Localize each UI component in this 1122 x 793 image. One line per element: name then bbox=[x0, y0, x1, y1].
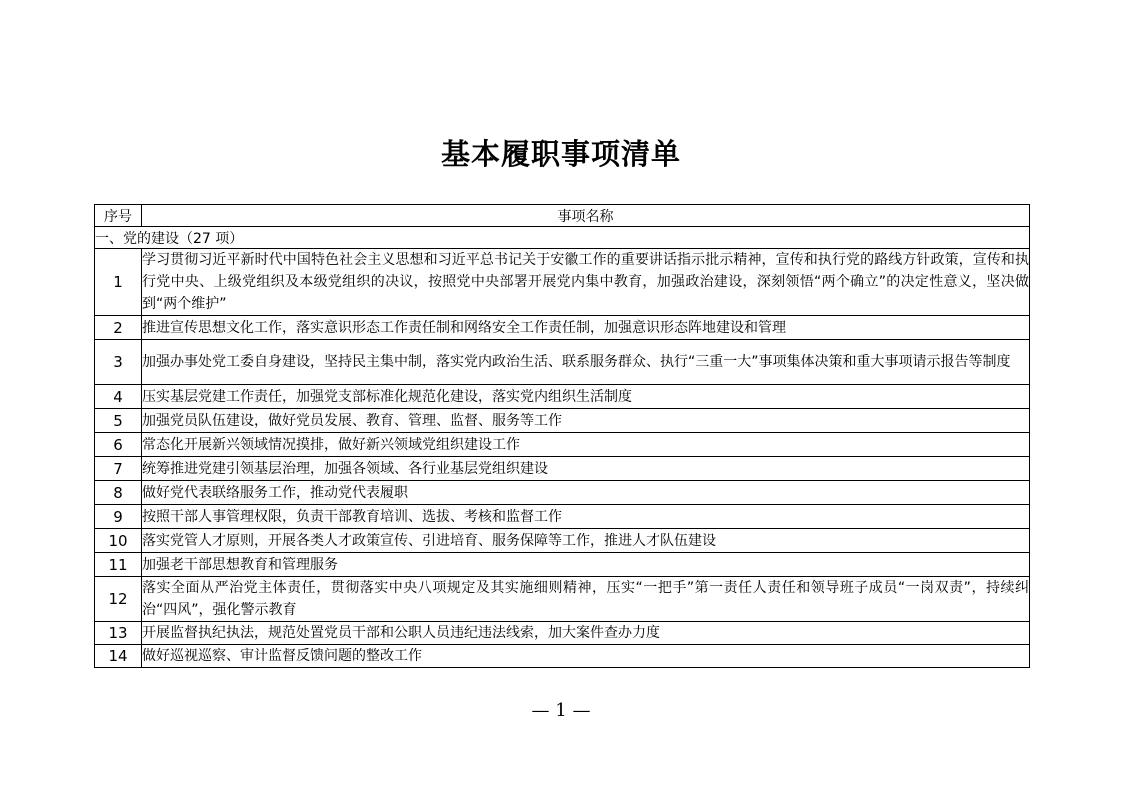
item-number: 9 bbox=[95, 505, 142, 529]
item-number: 8 bbox=[95, 481, 142, 505]
item-number: 5 bbox=[95, 409, 142, 433]
item-name: 统筹推进党建引领基层治理，加强各领域、各行业基层党组织建设 bbox=[142, 457, 1030, 481]
section-row bbox=[95, 227, 1030, 249]
item-number: 3 bbox=[95, 340, 142, 385]
table-row bbox=[95, 505, 1030, 529]
table-row bbox=[95, 577, 1030, 622]
item-name: 落实党管人才原则，开展各类人才政策宣传、引进培育、服务保障等工作，推进人才队伍建设 bbox=[142, 529, 1030, 553]
table-row bbox=[95, 340, 1030, 385]
table-row bbox=[95, 433, 1030, 457]
page-number: — 1 — bbox=[531, 700, 591, 721]
duty-items-table bbox=[94, 204, 1030, 668]
item-name: 常态化开展新兴领域情况摸排，做好新兴领域党组织建设工作 bbox=[142, 433, 1030, 457]
item-number: 1 bbox=[95, 249, 142, 316]
item-number: 6 bbox=[95, 433, 142, 457]
item-number: 7 bbox=[95, 457, 142, 481]
item-name: 学习贯彻习近平新时代中国特色社会主义思想和习近平总书记关于安徽工作的重要讲话指示批示精神，宣传和执行党的路线方针政策，宣传和执行党中央、上级党组织及本级党组织的决议，按照党中央部署开展党内集中教育，加强政治建设，深刻领悟“两个确立”的决定性意义，坚决做到“两个维护” bbox=[142, 249, 1030, 316]
item-name: 落实全面从严治党主体责任，贯彻落实中央八项规定及其实施细则精神，压实“一把手”第一责任人责任和领导班子成员“一岗双责”，持续纠治“四风”，强化警示教育 bbox=[142, 577, 1030, 622]
table-row bbox=[95, 529, 1030, 553]
item-number: 2 bbox=[95, 316, 142, 340]
item-number: 12 bbox=[95, 577, 142, 622]
item-name: 加强办事处党工委自身建设，坚持民主集中制，落实党内政治生活、联系服务群众、执行“三重一大”事项集体决策和重大事项请示报告等制度 bbox=[142, 340, 1030, 385]
item-name: 做好巡视巡察、审计监督反馈问题的整改工作 bbox=[142, 645, 1030, 668]
item-number: 10 bbox=[95, 529, 142, 553]
item-name: 做好党代表联络服务工作，推动党代表履职 bbox=[142, 481, 1030, 505]
table-row bbox=[95, 457, 1030, 481]
header-name: 事项名称 bbox=[142, 205, 1030, 227]
section-title: 一、党的建设（27 项） bbox=[95, 227, 1030, 249]
item-number: 14 bbox=[95, 645, 142, 668]
item-number: 11 bbox=[95, 553, 142, 577]
item-number: 4 bbox=[95, 385, 142, 409]
item-name: 加强老干部思想教育和管理服务 bbox=[142, 553, 1030, 577]
table-row bbox=[95, 385, 1030, 409]
table-row bbox=[95, 409, 1030, 433]
table-row bbox=[95, 645, 1030, 668]
item-name: 加强党员队伍建设，做好党员发展、教育、管理、监督、服务等工作 bbox=[142, 409, 1030, 433]
header-number: 序号 bbox=[95, 205, 142, 227]
table-row bbox=[95, 249, 1030, 316]
item-name: 推进宣传思想文化工作，落实意识形态工作责任制和网络安全工作责任制，加强意识形态阵地建设和管理 bbox=[142, 316, 1030, 340]
page-title: 基本履职事项清单 bbox=[440, 137, 681, 171]
item-name: 开展监督执纪执法，规范处置党员干部和公职人员违纪违法线索，加大案件查办力度 bbox=[142, 622, 1030, 645]
table-header-row bbox=[95, 205, 1030, 227]
item-name: 按照干部人事管理权限，负责干部教育培训、选拔、考核和监督工作 bbox=[142, 505, 1030, 529]
table-row bbox=[95, 316, 1030, 340]
table-row bbox=[95, 553, 1030, 577]
item-name: 压实基层党建工作责任，加强党支部标准化规范化建设，落实党内组织生活制度 bbox=[142, 385, 1030, 409]
table-row bbox=[95, 622, 1030, 645]
item-number: 13 bbox=[95, 622, 142, 645]
table-row bbox=[95, 481, 1030, 505]
